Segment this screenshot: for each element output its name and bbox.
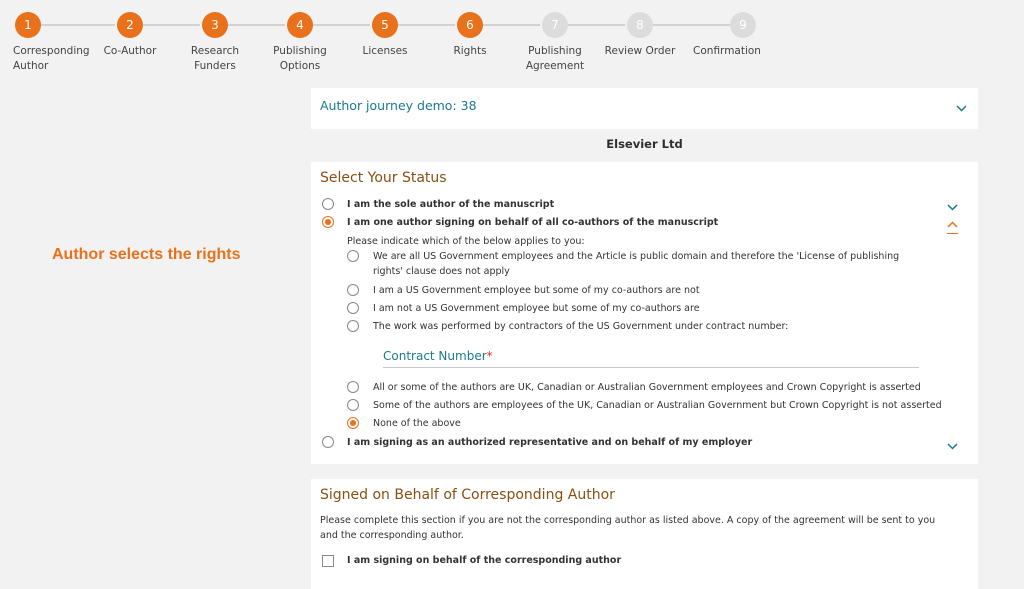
sub-radio-us-gov-some[interactable] <box>347 284 359 296</box>
status-option-label: I am the sole author of the manuscript <box>347 199 555 210</box>
signing-on-behalf-checkbox[interactable] <box>322 555 334 567</box>
step-connector <box>143 24 200 26</box>
step-3-circle[interactable]: 3 <box>202 12 228 38</box>
status-radio-one-author[interactable] <box>322 216 334 228</box>
chevron-down-icon[interactable] <box>947 441 958 452</box>
step-6-circle[interactable]: 6 <box>457 12 483 38</box>
step-connector <box>313 24 370 26</box>
step-connector <box>228 24 285 26</box>
status-option-label: I am signing as an authorized representative and on behalf of my employer <box>347 437 753 448</box>
sub-option-label: The work was performed by contractors of the US Government under contract number: <box>373 321 789 332</box>
sub-option-label: All or some of the authors are UK, Canadian or Australian Government employees and Crown Copyright is asserted <box>373 382 921 393</box>
step-1-label: Corresponding Author <box>13 45 90 72</box>
step-6-label: Rights <box>453 45 487 57</box>
contract-number-label: Contract Number <box>383 349 487 363</box>
chevron-down-icon[interactable] <box>956 103 967 114</box>
side-note: Author selects the rights <box>52 246 241 263</box>
signed-on-behalf-section <box>311 479 978 589</box>
step-1-circle[interactable]: 1 <box>15 12 41 38</box>
signed-description: Please complete this section if you are not the corresponding author as listed above. A copy of the agreement will be sent to you and the corresponding author. <box>320 515 936 541</box>
step-9-circle: 9 <box>730 12 756 38</box>
chevron-down-icon[interactable] <box>947 202 958 213</box>
sub-prompt: Please indicate which of the below applies to you: <box>347 236 585 247</box>
step-7-circle: 7 <box>542 12 568 38</box>
journey-title: Author journey demo: 38 <box>320 98 477 113</box>
status-section <box>311 162 978 464</box>
sub-option-label: We are all US Government employees and the Article is public domain and therefore the 'License of publishing rights' clause does not apply <box>373 251 900 277</box>
progress-stepper <box>0 0 1024 80</box>
step-8-label: Review Order <box>604 45 676 57</box>
sub-radio-contractors[interactable] <box>347 320 359 332</box>
sub-option-label: I am a US Government employee but some of my co-authors are not <box>373 285 700 296</box>
step-connector <box>398 24 455 26</box>
active-underline <box>947 233 958 234</box>
step-8-circle: 8 <box>627 12 653 38</box>
sub-radio-none[interactable] <box>347 417 359 429</box>
step-2-label: Co-Author <box>103 45 157 57</box>
step-7-label: Publishing Agreement <box>525 45 585 72</box>
step-5-circle[interactable]: 5 <box>372 12 398 38</box>
contract-number-field[interactable] <box>383 349 493 363</box>
step-2-circle[interactable]: 2 <box>117 12 143 38</box>
step-connector <box>483 24 540 26</box>
sub-radio-crown-not-asserted[interactable] <box>347 399 359 411</box>
status-radio-sole-author[interactable] <box>322 198 334 210</box>
publisher-name: Elsevier Ltd <box>606 137 683 151</box>
sub-option-label: I am not a US Government employee but some of my co-authors are <box>373 303 700 314</box>
journey-dropdown[interactable] <box>311 88 978 129</box>
section-title: Signed on Behalf of Corresponding Author <box>320 487 615 503</box>
step-9-label: Confirmation <box>693 45 761 57</box>
sub-option-label: Some of the authors are employees of the UK, Canadian or Australian Government but Crown Copyright is not asserted <box>373 400 942 411</box>
sub-radio-crown-asserted[interactable] <box>347 381 359 393</box>
step-4-label: Publishing Options <box>273 45 327 72</box>
sub-option-label: None of the above <box>373 418 461 429</box>
sub-radio-us-gov-all[interactable] <box>347 250 359 262</box>
status-option-label: I am one author signing on behalf of all co-authors of the manuscript <box>347 217 719 228</box>
required-mark: * <box>486 349 493 363</box>
step-connector <box>41 24 115 26</box>
step-3-label: Research Funders <box>190 45 240 72</box>
section-title: Select Your Status <box>320 170 447 186</box>
step-connector <box>568 24 625 26</box>
step-connector <box>653 24 730 26</box>
checkbox-label: I am signing on behalf of the corresponding author <box>347 555 622 566</box>
status-radio-employer-rep[interactable] <box>322 436 334 448</box>
contract-number-underline <box>383 367 919 368</box>
sub-radio-not-us-gov[interactable] <box>347 302 359 314</box>
chevron-up-icon[interactable] <box>947 219 958 230</box>
step-4-circle[interactable]: 4 <box>287 12 313 38</box>
step-5-label: Licenses <box>362 45 408 57</box>
